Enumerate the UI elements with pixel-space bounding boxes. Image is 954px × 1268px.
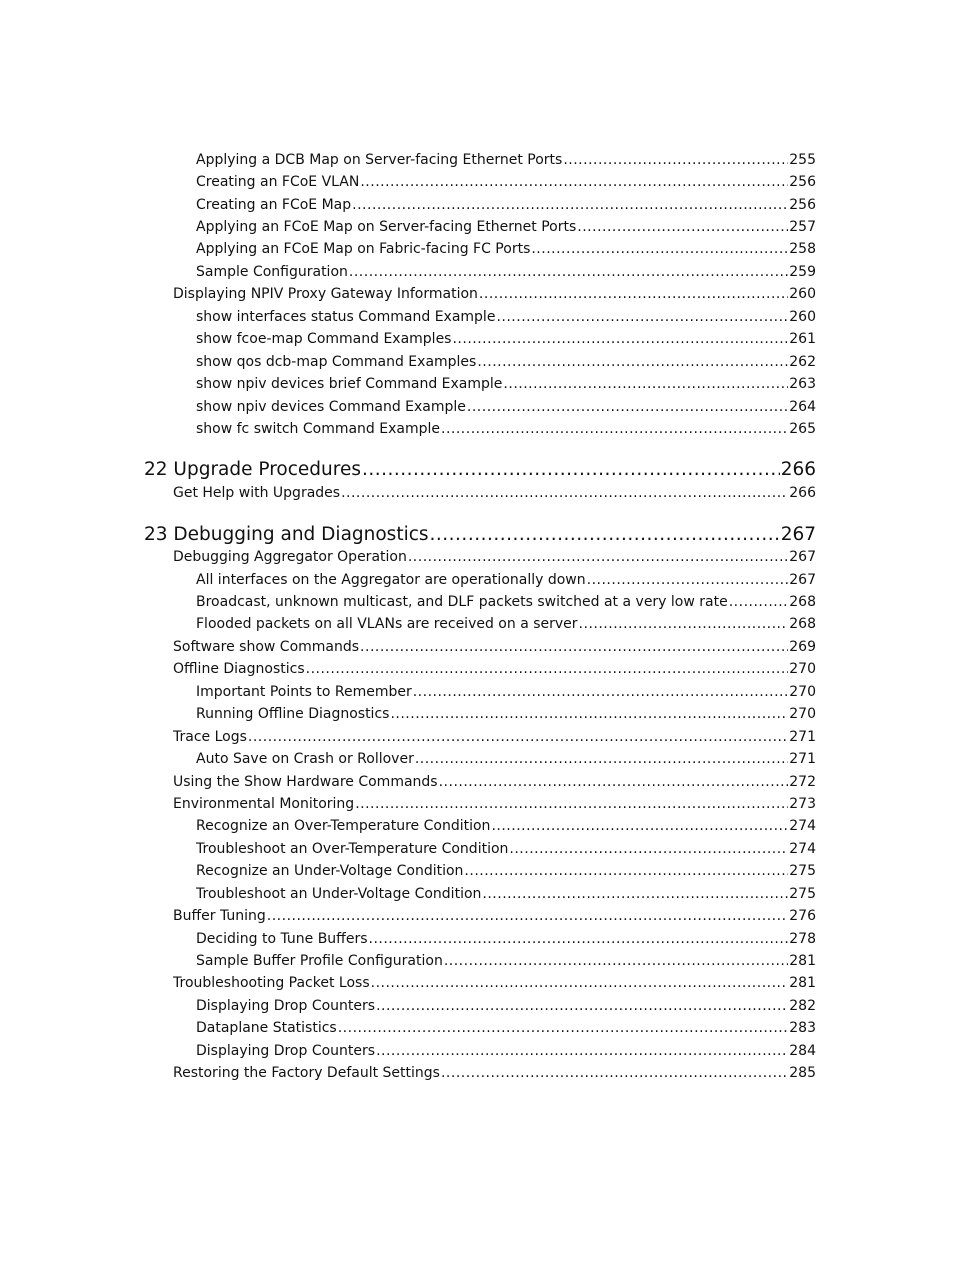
toc-entry[interactable] bbox=[173, 1063, 816, 1083]
toc-entry-page-number: 282 bbox=[789, 998, 816, 1014]
dot-leader bbox=[360, 172, 788, 192]
toc-entry[interactable] bbox=[196, 749, 816, 769]
toc-chapter-entry[interactable] bbox=[144, 522, 816, 548]
toc-entry-title: show npiv devices Command Example bbox=[196, 399, 466, 415]
dot-leader bbox=[441, 419, 788, 439]
toc-entry[interactable] bbox=[196, 614, 816, 634]
toc-entry-title: show qos dcb-map Command Examples bbox=[196, 354, 477, 370]
toc-entry[interactable] bbox=[196, 816, 816, 836]
toc-entry-page-number: 265 bbox=[789, 421, 816, 437]
toc-entry-title: Displaying Drop Counters bbox=[196, 998, 376, 1014]
toc-entry-page-number: 267 bbox=[789, 549, 816, 565]
toc-entry-title: Troubleshoot an Over-Temperature Condition bbox=[196, 841, 509, 857]
toc-entry[interactable] bbox=[173, 794, 816, 814]
toc-entry-page-number: 268 bbox=[789, 594, 816, 610]
toc-entry-page-number: 260 bbox=[789, 286, 816, 302]
toc-entry[interactable] bbox=[196, 262, 816, 282]
toc-entry-title: Dataplane Statistics bbox=[196, 1020, 337, 1036]
toc-entry[interactable] bbox=[196, 307, 816, 327]
dot-leader bbox=[360, 637, 788, 657]
toc-entry[interactable] bbox=[196, 592, 816, 612]
dot-leader bbox=[338, 1018, 789, 1038]
dot-leader bbox=[577, 217, 788, 237]
toc-entry-title: show npiv devices brief Command Example bbox=[196, 376, 503, 392]
toc-entry-page-number: 285 bbox=[789, 1065, 816, 1081]
dot-leader bbox=[477, 352, 788, 372]
toc-entry[interactable] bbox=[196, 217, 816, 237]
toc-entry[interactable] bbox=[173, 284, 816, 304]
toc-entry-page-number: 272 bbox=[789, 774, 816, 790]
toc-entry[interactable] bbox=[196, 570, 816, 590]
dot-leader bbox=[352, 195, 788, 215]
toc-entry[interactable] bbox=[196, 195, 816, 215]
toc-entry-title: Broadcast, unknown multicast, and DLF packets switched at a very low rate bbox=[196, 594, 728, 610]
toc-entry[interactable] bbox=[196, 929, 816, 949]
dot-leader bbox=[415, 749, 788, 769]
toc-entry-title: Creating an FCoE Map bbox=[196, 197, 352, 213]
dot-leader bbox=[496, 307, 788, 327]
toc-entry[interactable] bbox=[196, 239, 816, 259]
toc-entry-page-number: 283 bbox=[789, 1020, 816, 1036]
toc-entry[interactable] bbox=[173, 906, 816, 926]
dot-leader bbox=[467, 397, 788, 417]
toc-entry[interactable] bbox=[173, 772, 816, 792]
toc-entry-page-number: 257 bbox=[789, 219, 816, 235]
toc-entry[interactable] bbox=[173, 483, 816, 503]
dot-leader bbox=[430, 522, 780, 548]
toc-entry-page-number: 275 bbox=[789, 863, 816, 879]
toc-entry-page-number: 256 bbox=[789, 197, 816, 213]
dot-leader bbox=[355, 794, 788, 814]
toc-entry[interactable] bbox=[196, 172, 816, 192]
toc-entry[interactable] bbox=[196, 352, 816, 372]
dot-leader bbox=[509, 839, 788, 859]
toc-entry[interactable] bbox=[173, 547, 816, 567]
dot-leader bbox=[444, 951, 788, 971]
toc-entry-page-number: 255 bbox=[789, 152, 816, 168]
toc-entry[interactable] bbox=[196, 419, 816, 439]
toc-chapter-entry[interactable] bbox=[144, 457, 816, 483]
toc-entry[interactable] bbox=[196, 951, 816, 971]
dot-leader bbox=[413, 682, 789, 702]
toc-entry-page-number: 276 bbox=[789, 908, 816, 924]
toc-entry-page-number: 269 bbox=[789, 639, 816, 655]
toc-entry[interactable] bbox=[196, 839, 816, 859]
dot-leader bbox=[369, 929, 789, 949]
dot-leader bbox=[390, 704, 788, 724]
dot-leader bbox=[452, 329, 788, 349]
toc-entry-page-number: 270 bbox=[789, 684, 816, 700]
toc-entry-page-number: 270 bbox=[789, 661, 816, 677]
toc-entry-page-number: 263 bbox=[789, 376, 816, 392]
dot-leader bbox=[563, 150, 788, 170]
toc-entry-title: show interfaces status Command Example bbox=[196, 309, 496, 325]
toc-entry-title: Troubleshoot an Under-Voltage Condition bbox=[196, 886, 482, 902]
toc-entry-page-number: 271 bbox=[789, 751, 816, 767]
dot-leader bbox=[531, 239, 788, 259]
toc-entry-page-number: 266 bbox=[789, 485, 816, 501]
dot-leader bbox=[439, 772, 789, 792]
dot-leader bbox=[371, 973, 789, 993]
toc-entry-page-number: 262 bbox=[789, 354, 816, 370]
toc-entry-page-number: 274 bbox=[789, 841, 816, 857]
dot-leader bbox=[376, 996, 788, 1016]
toc-entry-page-number: 273 bbox=[789, 796, 816, 812]
toc-entry-title: Environmental Monitoring bbox=[173, 796, 355, 812]
toc-entry-title: Displaying Drop Counters bbox=[196, 1043, 376, 1059]
toc-entry-page-number: 267 bbox=[780, 524, 816, 545]
toc-entry-title: Recognize an Under-Voltage Condition bbox=[196, 863, 464, 879]
dot-leader bbox=[482, 884, 788, 904]
toc-entry[interactable] bbox=[196, 150, 816, 170]
toc-entry[interactable] bbox=[196, 1041, 816, 1061]
dot-leader bbox=[376, 1041, 788, 1061]
toc-entry-title: Displaying NPIV Proxy Gateway Information bbox=[173, 286, 478, 302]
toc-entry-title: Applying an FCoE Map on Fabric-facing FC Ports bbox=[196, 241, 531, 257]
toc-entry-title: show fc switch Command Example bbox=[196, 421, 440, 437]
dot-leader bbox=[306, 659, 789, 679]
dot-leader bbox=[587, 570, 789, 590]
toc-entry[interactable] bbox=[196, 704, 816, 724]
toc-entry-page-number: 258 bbox=[789, 241, 816, 257]
toc-entry-page-number: 284 bbox=[789, 1043, 816, 1059]
toc-entry-page-number: 275 bbox=[789, 886, 816, 902]
dot-leader bbox=[491, 816, 788, 836]
toc-entry[interactable] bbox=[196, 884, 816, 904]
toc-entry-page-number: 256 bbox=[789, 174, 816, 190]
toc-entry-page-number: 267 bbox=[789, 572, 816, 588]
toc-entry[interactable] bbox=[196, 374, 816, 394]
dot-leader bbox=[267, 906, 789, 926]
toc-entry-page-number: 261 bbox=[789, 331, 816, 347]
toc-entry-page-number: 270 bbox=[789, 706, 816, 722]
toc-entry-title: All interfaces on the Aggregator are operationally down bbox=[196, 572, 586, 588]
toc-entry[interactable] bbox=[196, 329, 816, 349]
toc-entry-title: Deciding to Tune Buffers bbox=[196, 931, 368, 947]
toc-entry[interactable] bbox=[196, 861, 816, 881]
toc-entry-title: Creating an FCoE VLAN bbox=[196, 174, 360, 190]
toc-entry[interactable] bbox=[173, 727, 816, 747]
toc-entry-title: Sample Configuration bbox=[196, 264, 348, 280]
toc-entry-page-number: 281 bbox=[789, 953, 816, 969]
toc-entry-page-number: 281 bbox=[789, 975, 816, 991]
toc-entry-page-number: 274 bbox=[789, 818, 816, 834]
toc-entry-page-number: 260 bbox=[789, 309, 816, 325]
toc-entry-title: Important Points to Remember bbox=[196, 684, 412, 700]
dot-leader bbox=[408, 547, 788, 567]
toc-entry-title: Offline Diagnostics bbox=[173, 661, 305, 677]
toc-entry-title: Flooded packets on all VLANs are received on a server bbox=[196, 616, 578, 632]
toc-entry-page-number: 271 bbox=[789, 729, 816, 745]
toc-entry-title: Get Help with Upgrades bbox=[173, 485, 341, 501]
toc-entry-title: Trace Logs bbox=[173, 729, 247, 745]
toc-entry-title: Troubleshooting Packet Loss bbox=[173, 975, 370, 991]
toc-entry-title: Buffer Tuning bbox=[173, 908, 266, 924]
toc-entry-title: 22 Upgrade Procedures bbox=[144, 459, 361, 480]
dot-leader bbox=[341, 483, 788, 503]
toc-entry-page-number: 268 bbox=[789, 616, 816, 632]
toc-entry[interactable] bbox=[173, 973, 816, 993]
toc-entry-title: 23 Debugging and Diagnostics bbox=[144, 524, 429, 545]
toc-entry[interactable] bbox=[196, 682, 816, 702]
dot-leader bbox=[441, 1063, 788, 1083]
toc-entry[interactable] bbox=[173, 659, 816, 679]
toc-entry-page-number: 266 bbox=[780, 459, 816, 480]
dot-leader bbox=[248, 727, 788, 747]
toc-entry-title: Restoring the Factory Default Settings bbox=[173, 1065, 440, 1081]
toc-entry[interactable] bbox=[196, 1018, 816, 1038]
dot-leader bbox=[349, 262, 788, 282]
toc-entry-title: Applying an FCoE Map on Server-facing Ethernet Ports bbox=[196, 219, 577, 235]
dot-leader bbox=[729, 592, 789, 612]
dot-leader bbox=[503, 374, 788, 394]
toc-entry[interactable] bbox=[196, 996, 816, 1016]
toc-entry-title: Software show Commands bbox=[173, 639, 360, 655]
toc-entry[interactable] bbox=[196, 397, 816, 417]
dot-leader bbox=[362, 457, 780, 483]
toc-entry-title: Applying a DCB Map on Server-facing Ethernet Ports bbox=[196, 152, 563, 168]
toc-entry[interactable] bbox=[173, 637, 816, 657]
toc-entry-title: Recognize an Over-Temperature Condition bbox=[196, 818, 491, 834]
toc-entry-title: Using the Show Hardware Commands bbox=[173, 774, 438, 790]
toc-entry-title: show fcoe-map Command Examples bbox=[196, 331, 452, 347]
toc-entry-title: Running Offline Diagnostics bbox=[196, 706, 390, 722]
dot-leader bbox=[479, 284, 788, 304]
toc-entry-page-number: 259 bbox=[789, 264, 816, 280]
toc-entry-title: Debugging Aggregator Operation bbox=[173, 549, 407, 565]
toc-entry-title: Sample Buffer Profile Configuration bbox=[196, 953, 443, 969]
toc-entry-page-number: 264 bbox=[789, 399, 816, 415]
dot-leader bbox=[464, 861, 788, 881]
dot-leader bbox=[579, 614, 789, 634]
toc-entry-title: Auto Save on Crash or Rollover bbox=[196, 751, 414, 767]
toc-entry-page-number: 278 bbox=[789, 931, 816, 947]
